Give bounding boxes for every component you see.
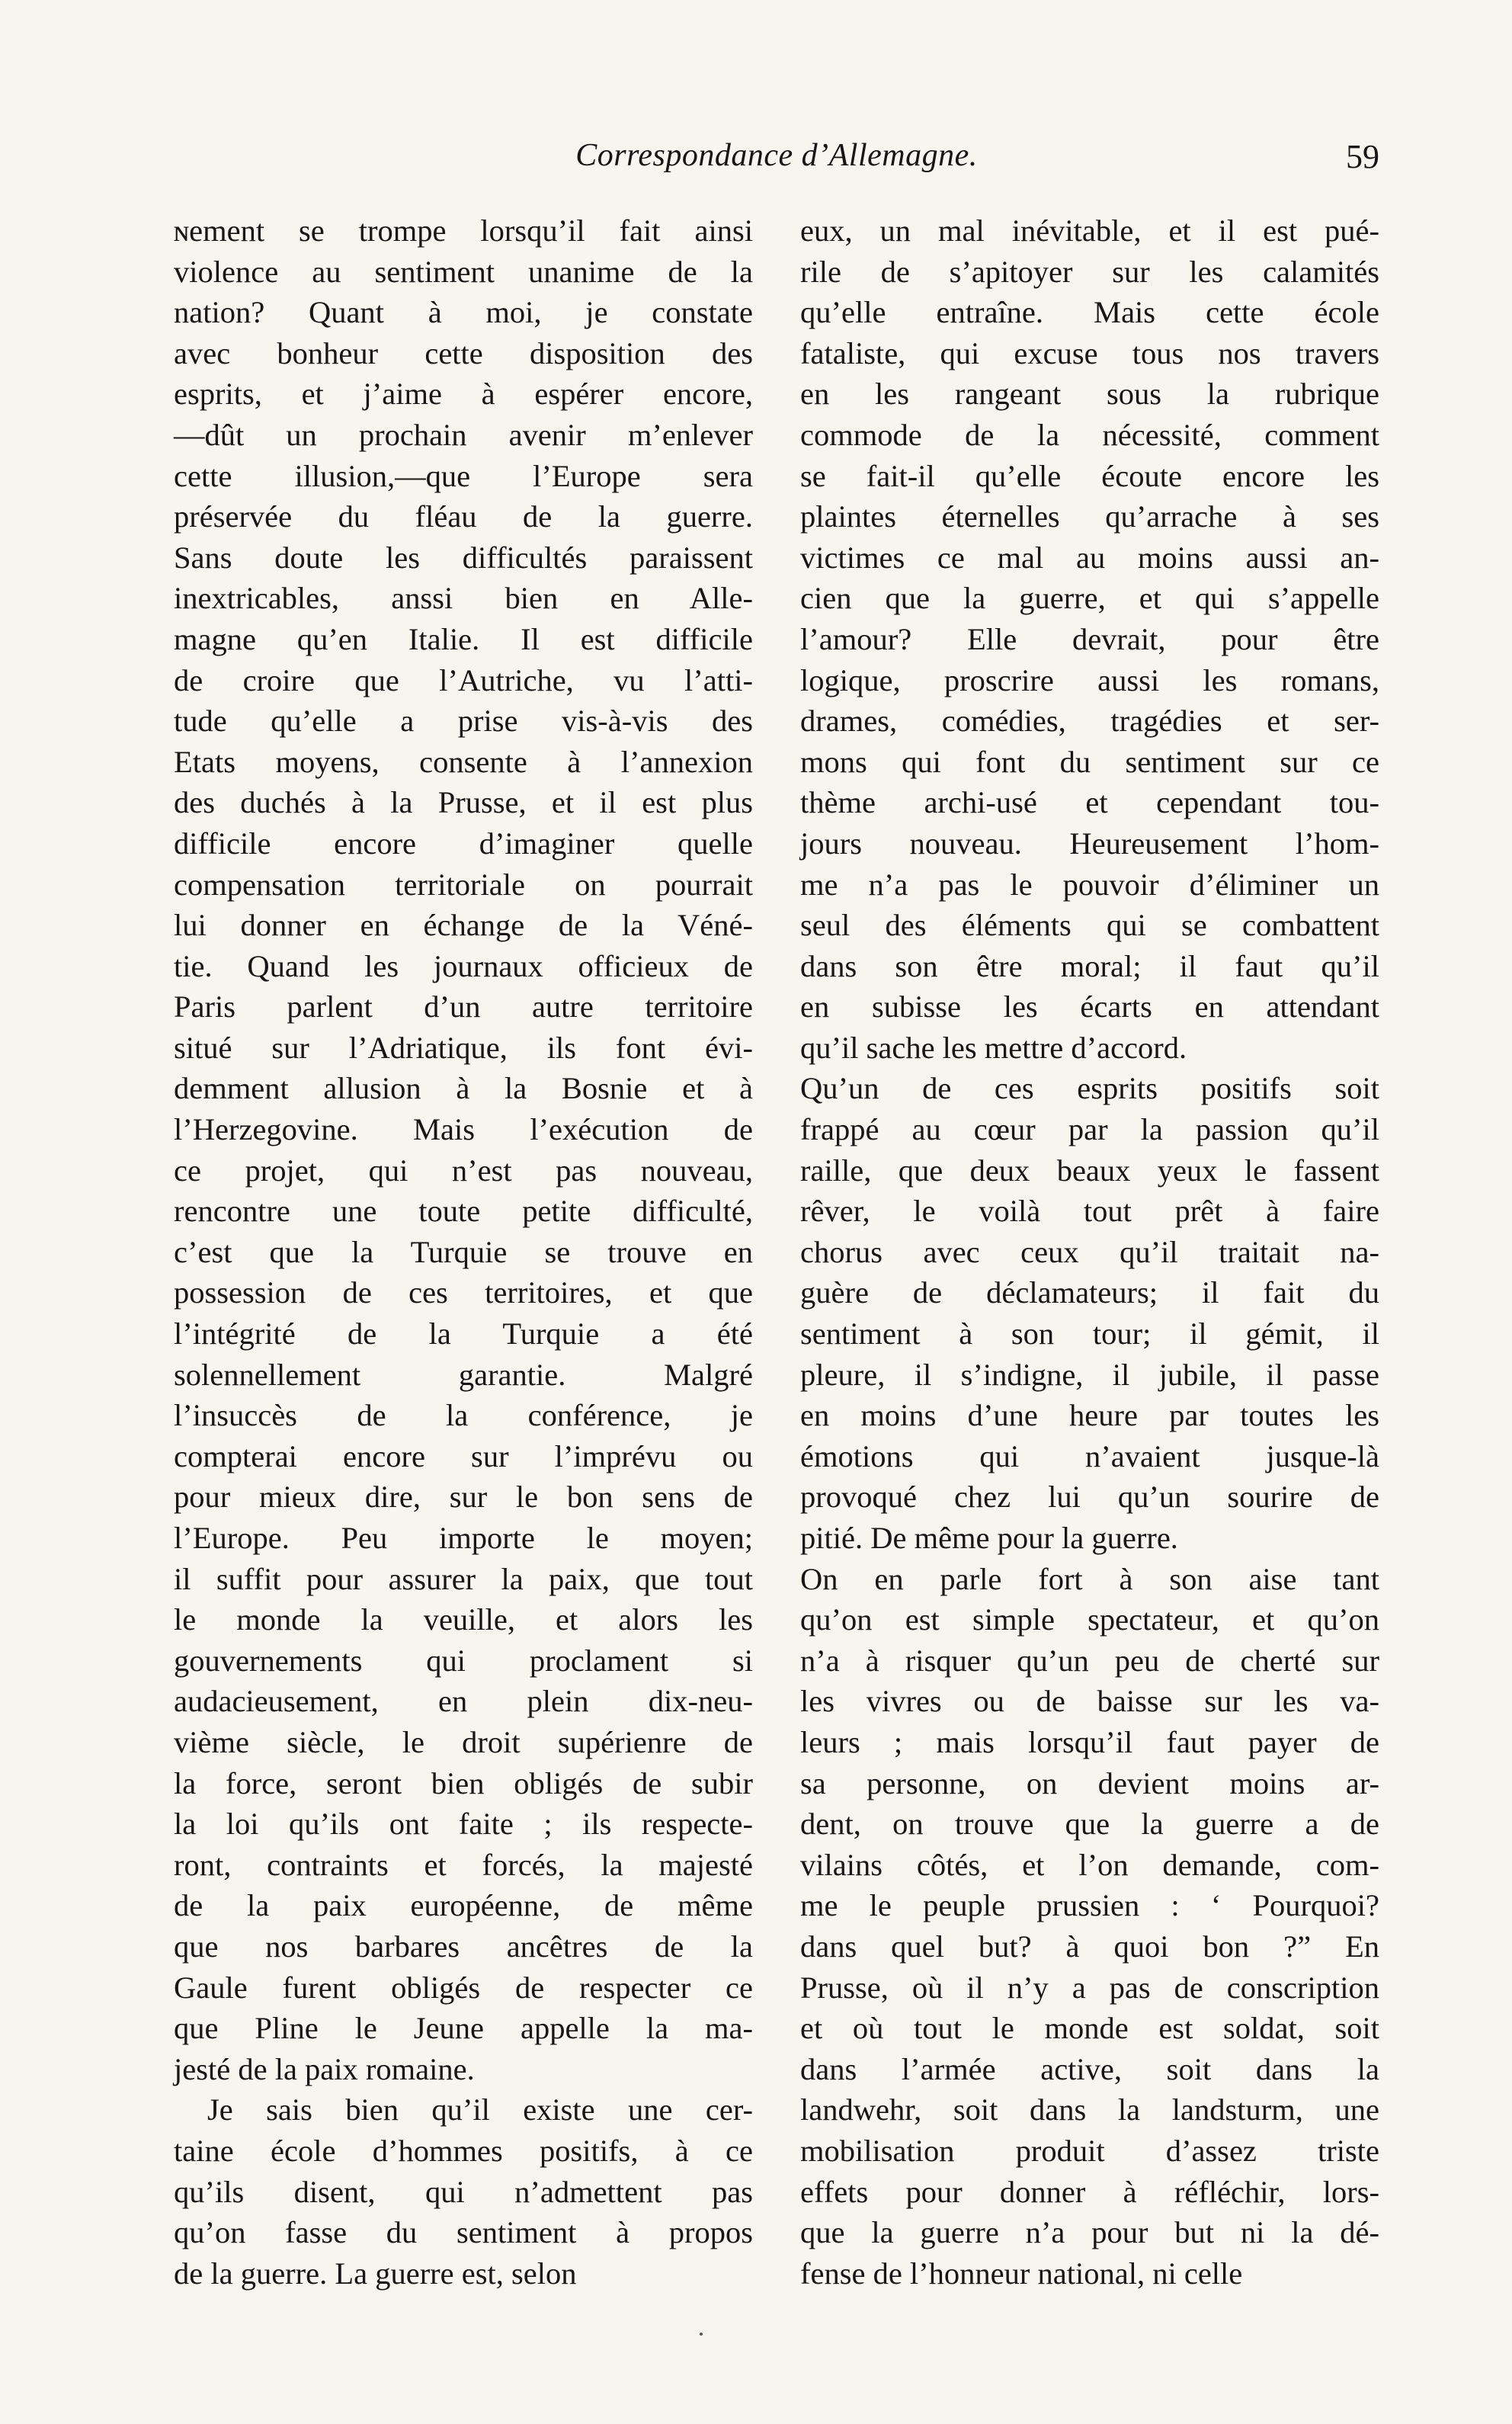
text-line: la force, seront bien obligés de subir <box>174 1765 753 1800</box>
text-line: pitié. De même pour la guerre. <box>800 1521 1178 1555</box>
text-line: victimes ce mal au moins aussi an- <box>800 540 1379 575</box>
text-line: cien que la guerre, et qui s’appelle <box>800 581 1379 616</box>
text-line: se fait-il qu’elle écoute encore les <box>800 458 1379 493</box>
text-line: seul des éléments qui se combattent <box>800 908 1379 943</box>
text-line: cette illusion,—que l’Europe sera <box>174 458 753 493</box>
text-line: effets pour donner à réfléchir, lors- <box>800 2174 1379 2209</box>
text-line: vième siècle, le droit supérienre de <box>174 1724 753 1759</box>
text-line: pleure, il s’indigne, il jubile, il passe <box>800 1357 1379 1392</box>
text-line: des duchés à la Prusse, et il est plus <box>174 785 753 820</box>
text-line: demment allusion à la Bosnie et à <box>174 1071 753 1106</box>
text-line: en moins d’une heure par toutes les <box>800 1398 1379 1433</box>
text-line: émotions qui n’avaient jusque-là <box>800 1438 1379 1473</box>
text-line: pour mieux dire, sur le bon sens de <box>174 1480 753 1515</box>
text-line: jours nouveau. Heureusement l’hom- <box>800 826 1379 861</box>
text-line: c’est que la Turquie se trouve en <box>174 1234 753 1269</box>
text-line: me n’a pas le pouvoir d’éliminer un <box>800 867 1379 902</box>
page-header <box>174 137 1379 183</box>
text-line: magne qu’en Italie. Il est difficile <box>174 621 753 656</box>
text-line: le monde la veuille, et alors les <box>174 1602 753 1637</box>
text-line: Prusse, où il n’y a pas de conscription <box>800 1970 1379 2005</box>
text-line: il suffit pour assurer la paix, que tout <box>174 1561 753 1596</box>
text-line: jesté de la paix romaine. <box>174 2051 475 2086</box>
text-line: mobilisation produit d’assez triste <box>800 2133 1379 2168</box>
text-line: drames, comédies, tragédies et ser- <box>800 704 1379 739</box>
text-line: Je sais bien qu’il existe une cer- <box>207 2092 753 2127</box>
text-line: rêver, le voilà tout prêt à faire <box>800 1194 1379 1229</box>
text-line: On en parle fort à son aise tant <box>800 1561 1379 1596</box>
text-line: n’a à risquer qu’un peu de cherté sur <box>800 1643 1379 1678</box>
text-line: en les rangeant sous la rubrique <box>800 377 1379 412</box>
text-line: de la guerre. La guerre est, selon <box>174 2256 577 2291</box>
text-line: leurs ; mais lorsqu’il faut payer de <box>800 1724 1379 1759</box>
running-title: Correspondance d’Allemagne. <box>575 138 978 173</box>
text-line: qu’elle entraîne. Mais cette école <box>800 295 1379 330</box>
text-line: commode de la nécessité, comment <box>800 417 1379 452</box>
text-line: Qu’un de ces esprits positifs soit <box>800 1071 1379 1106</box>
text-line: raille, que deux beaux yeux le fassent <box>800 1153 1379 1188</box>
text-line: qu’on est simple spectateur, et qu’on <box>800 1602 1379 1637</box>
text-line: violence au sentiment unanime de la <box>174 254 753 289</box>
text-line: avec bonheur cette disposition des <box>174 335 753 370</box>
text-line: que la guerre n’a pour but ni la dé- <box>800 2215 1379 2250</box>
text-line: difficile encore d’imaginer quelle <box>174 826 753 861</box>
text-line: fense de l’honneur national, ni celle <box>800 2256 1243 2291</box>
text-line: logique, proscrire aussi les romans, <box>800 662 1379 697</box>
text-line: mons qui font du sentiment sur ce <box>800 744 1379 779</box>
text-line: lui donner en échange de la Véné- <box>174 908 753 943</box>
text-line: ce projet, qui n’est pas nouveau, <box>174 1153 753 1188</box>
text-line: qu’il sache les mettre d’accord. <box>800 1030 1187 1065</box>
text-line: ɴement se trompe lorsqu’il fait ainsi <box>174 213 753 248</box>
text-line: taine école d’hommes positifs, à ce <box>174 2133 753 2168</box>
text-line: compterai encore sur l’imprévu ou <box>174 1438 753 1473</box>
text-line: provoqué chez lui qu’un sourire de <box>800 1480 1379 1515</box>
text-line: plaintes éternelles qu’arrache à ses <box>800 499 1379 534</box>
text-line: compensation territoriale on pourrait <box>174 867 753 902</box>
text-line: l’Herzegovine. Mais l’exécution de <box>174 1112 753 1147</box>
text-line: les vivres ou de baisse sur les va- <box>800 1684 1379 1719</box>
text-line: Sans doute les difficultés paraissent <box>174 540 753 575</box>
text-line: situé sur l’Adriatique, ils font évi- <box>174 1030 753 1065</box>
text-line: en subisse les écarts en attendant <box>800 989 1379 1024</box>
text-line: esprits, et j’aime à espérer encore, <box>174 377 753 412</box>
text-line: me le peuple prussien : ‘ Pourquoi? <box>800 1888 1379 1923</box>
text-line: Etats moyens, consente à l’annexion <box>174 744 753 779</box>
text-line: l’intégrité de la Turquie a été <box>174 1316 753 1351</box>
text-line: que Pline le Jeune appelle la ma- <box>174 2011 753 2046</box>
text-line: dans quel but? à quoi bon ?” En <box>800 1929 1379 1964</box>
text-line: rencontre une toute petite difficulté, <box>174 1194 753 1229</box>
text-line: et où tout le monde est soldat, soit <box>800 2011 1379 2046</box>
text-line: fataliste, qui excuse tous nos travers <box>800 335 1379 370</box>
text-line: tie. Quand les journaux officieux de <box>174 948 753 983</box>
text-line: de croire que l’Autriche, vu l’atti- <box>174 662 753 697</box>
text-line: l’amour? Elle devrait, pour être <box>800 621 1379 656</box>
print-speck <box>700 2333 703 2336</box>
text-line: dans son être moral; il faut qu’il <box>800 948 1379 983</box>
text-line: guère de déclamateurs; il fait du <box>800 1275 1379 1310</box>
left-column <box>174 210 753 2291</box>
text-line: nation? Quant à moi, je constate <box>174 295 753 330</box>
text-line: vilains côtés, et l’on demande, com- <box>800 1847 1379 1882</box>
text-line: audacieusement, en plein dix-neu- <box>174 1684 753 1719</box>
text-line: ront, contraints et forcés, la majesté <box>174 1847 753 1882</box>
text-line: tude qu’elle a prise vis-à-vis des <box>174 704 753 739</box>
text-line: sentiment à son tour; il gémit, il <box>800 1316 1379 1351</box>
text-line: l’insuccès de la conférence, je <box>174 1398 753 1433</box>
text-line: dent, on trouve que la guerre a de <box>800 1807 1379 1842</box>
text-line: que nos barbares ancêtres de la <box>174 1929 753 1964</box>
text-line: eux, un mal inévitable, et il est pué- <box>800 213 1379 248</box>
text-line: solennellement garantie. Malgré <box>174 1357 753 1392</box>
text-line: Gaule furent obligés de respecter ce <box>174 1970 753 2005</box>
text-line: frappé au cœur par la passion qu’il <box>800 1112 1379 1147</box>
text-line: chorus avec ceux qu’il traitait na- <box>800 1234 1379 1269</box>
right-column <box>800 210 1379 2291</box>
text-line: rile de s’apitoyer sur les calamités <box>800 254 1379 289</box>
text-line: —dût un prochain avenir m’enlever <box>174 417 753 452</box>
text-line: dans l’armée active, soit dans la <box>800 2051 1379 2086</box>
text-line: préservée du fléau de la guerre. <box>174 499 753 534</box>
text-line: possession de ces territoires, et que <box>174 1275 753 1310</box>
text-line: landwehr, soit dans la landsturm, une <box>800 2092 1379 2127</box>
text-line: l’Europe. Peu importe le moyen; <box>174 1521 753 1555</box>
text-line: sa personne, on devient moins ar- <box>800 1765 1379 1800</box>
text-line: Paris parlent d’un autre territoire <box>174 989 753 1024</box>
text-line: qu’on fasse du sentiment à propos <box>174 2215 753 2250</box>
text-line: la loi qu’ils ont faite ; ils respecte- <box>174 1807 753 1842</box>
text-line: inextricables, anssi bien en Alle- <box>174 581 753 616</box>
text-line: thème archi-usé et cependant tou- <box>800 785 1379 820</box>
text-line: de la paix européenne, de même <box>174 1888 753 1923</box>
page-number: 59 <box>1346 138 1379 175</box>
text-line: qu’ils disent, qui n’admettent pas <box>174 2174 753 2209</box>
text-line: gouvernements qui proclament si <box>174 1643 753 1678</box>
